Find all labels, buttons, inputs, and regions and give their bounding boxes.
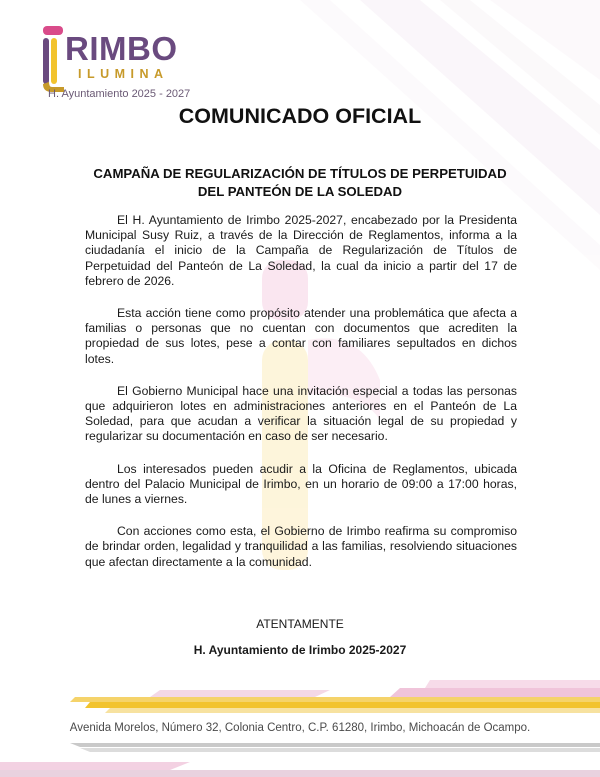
paragraph: El Gobierno Municipal hace una invitación especial a todas las personas que adquirieron lotes en administraciones anteriores en el Panteón de La Soledad, para que acudan a verificar la situación legal de su propiedad y regularizar su documentación en caso de ser necesario. [85, 383, 517, 444]
subtitle-line-1: CAMPAÑA DE REGULARIZACIÓN DE TÍTULOS DE PERPETUIDAD [93, 166, 507, 181]
paragraph: Los interesados pueden acudir a la Oficina de Reglamentos, ubicada dentro del Palacio Municipal de Irimbo, en un horario de 09:00 a 17:00 horas, de lunes a viernes. [85, 461, 517, 507]
logo-wordmark: RIMBO [65, 30, 178, 67]
document-body [85, 213, 517, 587]
document-title: COMUNICADO OFICIAL [178, 104, 422, 128]
subtitle-line-2: DEL PANTEÓN DE LA SOLEDAD [197, 184, 403, 199]
logo-emblem-icon [40, 26, 68, 96]
signature: H. Ayuntamiento de Irimbo 2025-2027 [193, 643, 407, 657]
paragraph: El H. Ayuntamiento de Irimbo 2025-2027, encabezado por la Presidenta Municipal Susy Ruiz, a través de la Dirección de Reglamentos, informa a la ciudadanía el inicio de la Campaña de Regularización de Títulos de Perpetuidad del Panteón de La Soledad, la cual da inicio a partir del 17 de febrero de 2026. [85, 213, 517, 288]
logo-caption: H. Ayuntamiento 2025 - 2027 [48, 88, 191, 100]
logo-subtext: ILUMINA [78, 67, 169, 81]
document-subtitle [70, 165, 530, 201]
closing-salutation: ATENTAMENTE [256, 617, 344, 631]
paragraph: Esta acción tiene como propósito atender una problemática que afecta a familias o personas que no cuentan con documentos que acrediten la propiedad de sus lotes, pese a contar con familiares sepultados en dichos lotes. [85, 306, 517, 366]
paragraph: Con acciones como esta, el Gobierno de Irimbo reafirma su compromiso de brindar orden, legalidad y tranquilidad a las familias, resolviendo situaciones que afectan directamente a la comunidad. [85, 524, 517, 569]
footer-address: Avenida Morelos, Número 32, Colonia Centro, C.P. 61280, Irimbo, Michoacán de Ocampo. [69, 722, 531, 734]
